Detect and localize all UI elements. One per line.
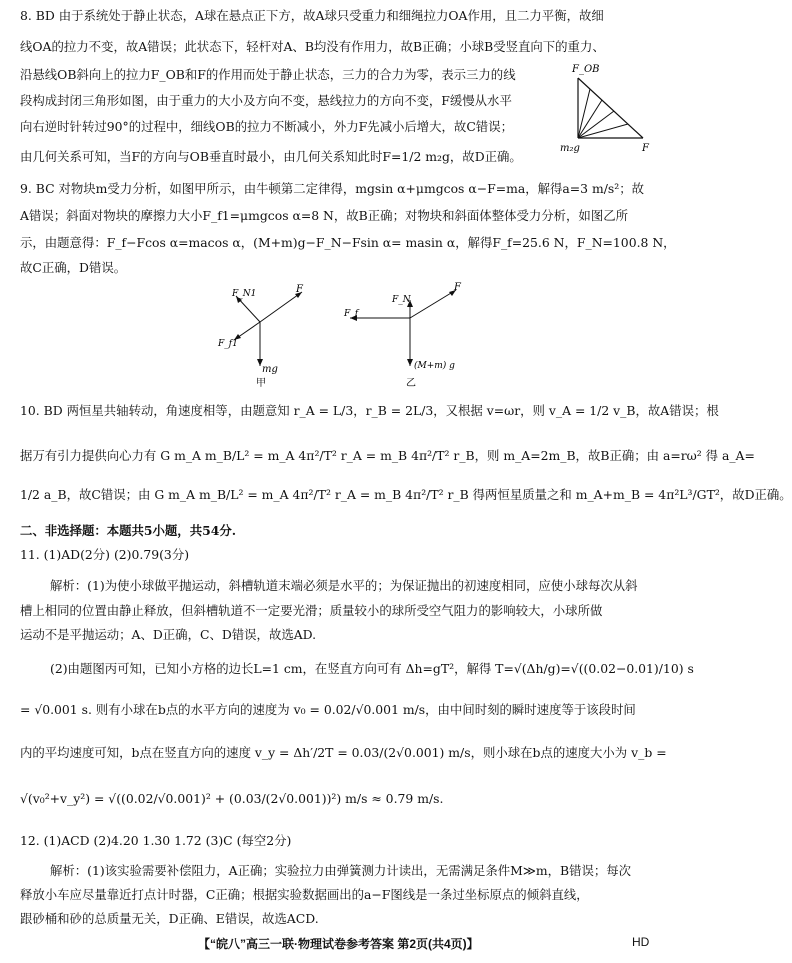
q11-header: 11. (1)AD(2分) (2)0.79(3分) (20, 547, 190, 562)
footer-title: 【“皖八”高三一联·物理试卷参考答案 第2页(共4页)】 (198, 937, 479, 951)
q9-yi-f-label: F (454, 282, 461, 293)
q10-line-2: 据万有引力提供向心力有 G m_A m_B/L² = m_A 4π²/T² r_A = m_B 4π²/T² r_B，则 m_A=2m_B，故B正确；由 a=rω² 得 a_A= (20, 448, 755, 463)
q8-line-5: 向右逆时针转过90°的过程中，细线OB的拉力不断减小，外力F先减小后增大，故C错误； (20, 119, 513, 134)
q9-line-3: 示，由题意得：F_f−Fcos α=macos α，(M+m)g−F_N−Fsin α= masin α，解得F_f=25.6 N，F_N=100.8 N， (20, 235, 676, 250)
q12-line-1: 解析：(1)该实验需要补偿阻力，A正确；实验拉力由弹簧测力计读出，无需满足条件M≫m，B错误；每次 (50, 863, 632, 878)
q9-yi-ff-label: F_f (344, 309, 359, 319)
footer-code: HD (632, 935, 650, 949)
q11-line-1: 解析：(1)为使小球做平抛运动，斜槽轨道末端必须是水平的；为保证抛出的初速度相同，应使小球每次从斜 (50, 578, 638, 593)
q8-fig-label-fob: F_OB (572, 64, 600, 75)
q11-line-6: 内的平均速度可知，b点在竖直方向的速度 v_y = Δh′/2T = 0.03/(2√0.001) m/s，则小球在b点的速度大小为 v_b = (20, 745, 667, 760)
q8-force-triangle-figure (558, 60, 658, 155)
q9-line-1: 9. BC 对物块m受力分析，如图甲所示，由牛顿第二定律得，mgsin α+μmgcos α−F=ma，解得a=3 m/s²；故 (20, 181, 645, 196)
q8-line-3: 沿悬线OB斜向上的拉力F_OB和F的作用而处于静止状态，三力的合力为零，表示三力的线 (20, 67, 516, 82)
q9-figure-yi (340, 282, 470, 388)
q10-line-1: 10. BD 两恒星共轴转动，角速度相等，由题意知 r_A = L/3，r_B = 2L/3，又根据 v=ωr，则 v_A = 1/2 v_B，故A错误；根 (20, 403, 719, 418)
q8-line-1: 8. BD 由于系统处于静止状态，A球在悬点正下方，故A球只受重力和细绳拉力OA作用，且二力平衡，故细 (20, 8, 604, 23)
q8-line-6: 由几何关系可知，当F的方向与OB垂直时最小，由几何关系知此时F=1/2 m₂g，故D正确。 (20, 149, 522, 164)
q9-jia-f-label: F (296, 284, 303, 295)
q9-yi-caption: 乙 (406, 378, 416, 389)
q9-yi-fn-label: F_N (392, 295, 411, 305)
q12-header: 12. (1)ACD (2)4.20 1.30 1.72 (3)C (每空2分) (20, 833, 292, 848)
q11-line-5: = √0.001 s. 则有小球在b点的水平方向的速度为 v₀ = 0.02/√0.001 m/s，由中间时刻的瞬时速度等于该段时间 (20, 702, 636, 717)
q9-jia-caption: 甲 (256, 378, 266, 389)
q9-jia-fn1-label: F_N1 (232, 289, 257, 299)
q12-line-2: 释放小车应尽量靠近打点计时器，C正确；根据实验数据画出的a−F图线是一条过坐标原点的倾斜直线， (20, 887, 589, 902)
q10-line-3: 1/2 a_B，故C错误；由 G m_A m_B/L² = m_A 4π²/T² r_A = m_B 4π²/T² r_B 得两恒星质量之和 m_A+m_B = 4π²L³/GT²，故D正确。 (20, 487, 792, 502)
q8-line-4: 段构成封闭三角形如图，由于重力的大小及方向不变，悬线拉力的方向不变，F缓慢从水平 (20, 93, 512, 108)
q11-line-4: (2)由题图丙可知，已知小方格的边长L=1 cm，在竖直方向可有 Δh=gT²，解得 T=√(Δh/g)=√((0.02−0.01)/10) s (50, 661, 694, 676)
q8-line-2: 线OA的拉力不变，故A错误；此状态下，轻杆对A、B均没有作用力，故B正确；小球B受竖直向下的重力、 (20, 39, 605, 54)
section-2-heading: 二、非选择题：本题共5小题，共54分. (20, 523, 237, 538)
q9-figure-jia (214, 282, 314, 388)
q9-jia-ff1-label: F_f1 (218, 339, 238, 349)
q9-line-2: A错误；斜面对物块的摩擦力大小F_f1=μmgcos α=8 N，故B正确；对物块和斜面体整体受力分析，如图乙所 (20, 208, 628, 223)
q11-line-3: 运动不是平抛运动；A、D正确，C、D错误，故选AD. (20, 627, 317, 642)
q11-line-2: 槽上相同的位置由静止释放，但斜槽轨道不一定要光滑；质量较小的球所受空气阻力的影响较大，小球所做 (20, 603, 603, 618)
q9-jia-mg-label: mg (262, 364, 278, 375)
q8-fig-label-m2g: m₂g (560, 143, 580, 154)
q11-line-7: √(v₀²+v_y²) = √((0.02/√0.001)² + (0.03/(2√0.001))²) m/s ≈ 0.79 m/s. (20, 791, 444, 806)
q12-line-3: 跟砂桶和砂的总质量无关，D正确、E错误，故选ACD. (20, 911, 319, 926)
q9-line-4: 故C正确，D错误。 (20, 260, 127, 275)
q8-fig-label-f: F (642, 143, 649, 154)
q9-yi-mg-label: (M+m) g (414, 361, 455, 371)
